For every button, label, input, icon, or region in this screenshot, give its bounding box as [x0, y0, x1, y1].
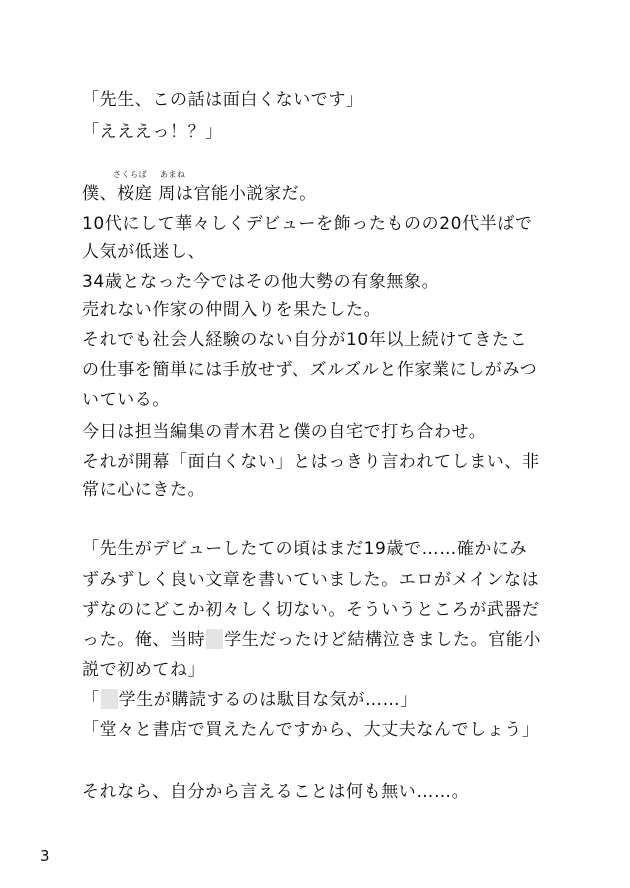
- intro-after: は官能小説家だ。: [176, 184, 317, 204]
- text-line: それでも社会人経験のない自分が10年以上続けてきたこ: [82, 330, 528, 350]
- text-line: 10代にして華々しくデビューを飾ったものの20代半ばで: [82, 214, 533, 234]
- ruby-surname: さくらば: [113, 170, 147, 179]
- text-line: 今日は担当編集の青木君と僕の自宅で打ち合わせ。: [82, 422, 487, 442]
- text-line: 人気が低迷し、: [82, 242, 206, 262]
- redacted-line: [82, 628, 541, 652]
- redaction-box: [101, 689, 118, 709]
- text-line: 常に心にきた。: [82, 480, 206, 500]
- text-line: それが開幕「面白くない」とはっきり言われてしまい、非: [82, 452, 540, 472]
- text-line: 「えええっ！？」: [82, 122, 223, 142]
- text-line: 売れない作家の仲間入りを果たした。: [82, 300, 382, 320]
- text-line: の仕事を簡単には手放せず、ズルズルと作家業にしがみつ: [82, 360, 538, 380]
- text-line: ずみずしく良い文章を書いていました。エロがメインなは: [82, 570, 540, 590]
- redacted-line-after: 学生だったけど結構泣きました。官能小: [224, 630, 542, 650]
- name-given: 周: [158, 184, 177, 204]
- name-surname: 桜庭: [117, 184, 153, 204]
- redacted-line-before: 「: [82, 690, 100, 710]
- text-line: 「堂々と書店で買えたんですから、大丈夫なんでしょう」: [82, 720, 540, 740]
- text-line: 説で初めてね」: [82, 660, 206, 680]
- text-line: それなら、自分から言えることは何も無い……。: [82, 782, 470, 802]
- ruby-given: あまね: [160, 170, 186, 179]
- redaction-box: [206, 629, 223, 649]
- text-line: 「先生、この話は面白くないです」: [82, 90, 364, 110]
- text-line: いている。: [82, 390, 170, 410]
- text-line: 「先生がデビューしたての頃はまだ19歳で……確かにみ: [82, 539, 528, 559]
- redacted-line: [82, 688, 418, 712]
- redacted-line-before: った。俺、当時: [82, 630, 206, 650]
- text-line: ずなのにどこか初々しく切ない。そういうところが武器だ: [82, 600, 540, 620]
- intro-before: 僕、: [82, 184, 118, 204]
- redacted-line-after: 学生が購読するのは駄目な気が……」: [118, 690, 418, 710]
- text-line: 34歳となった今ではその他大勢の有象無象。: [82, 272, 440, 292]
- page-number: 3: [40, 847, 50, 865]
- intro-line: [82, 182, 317, 206]
